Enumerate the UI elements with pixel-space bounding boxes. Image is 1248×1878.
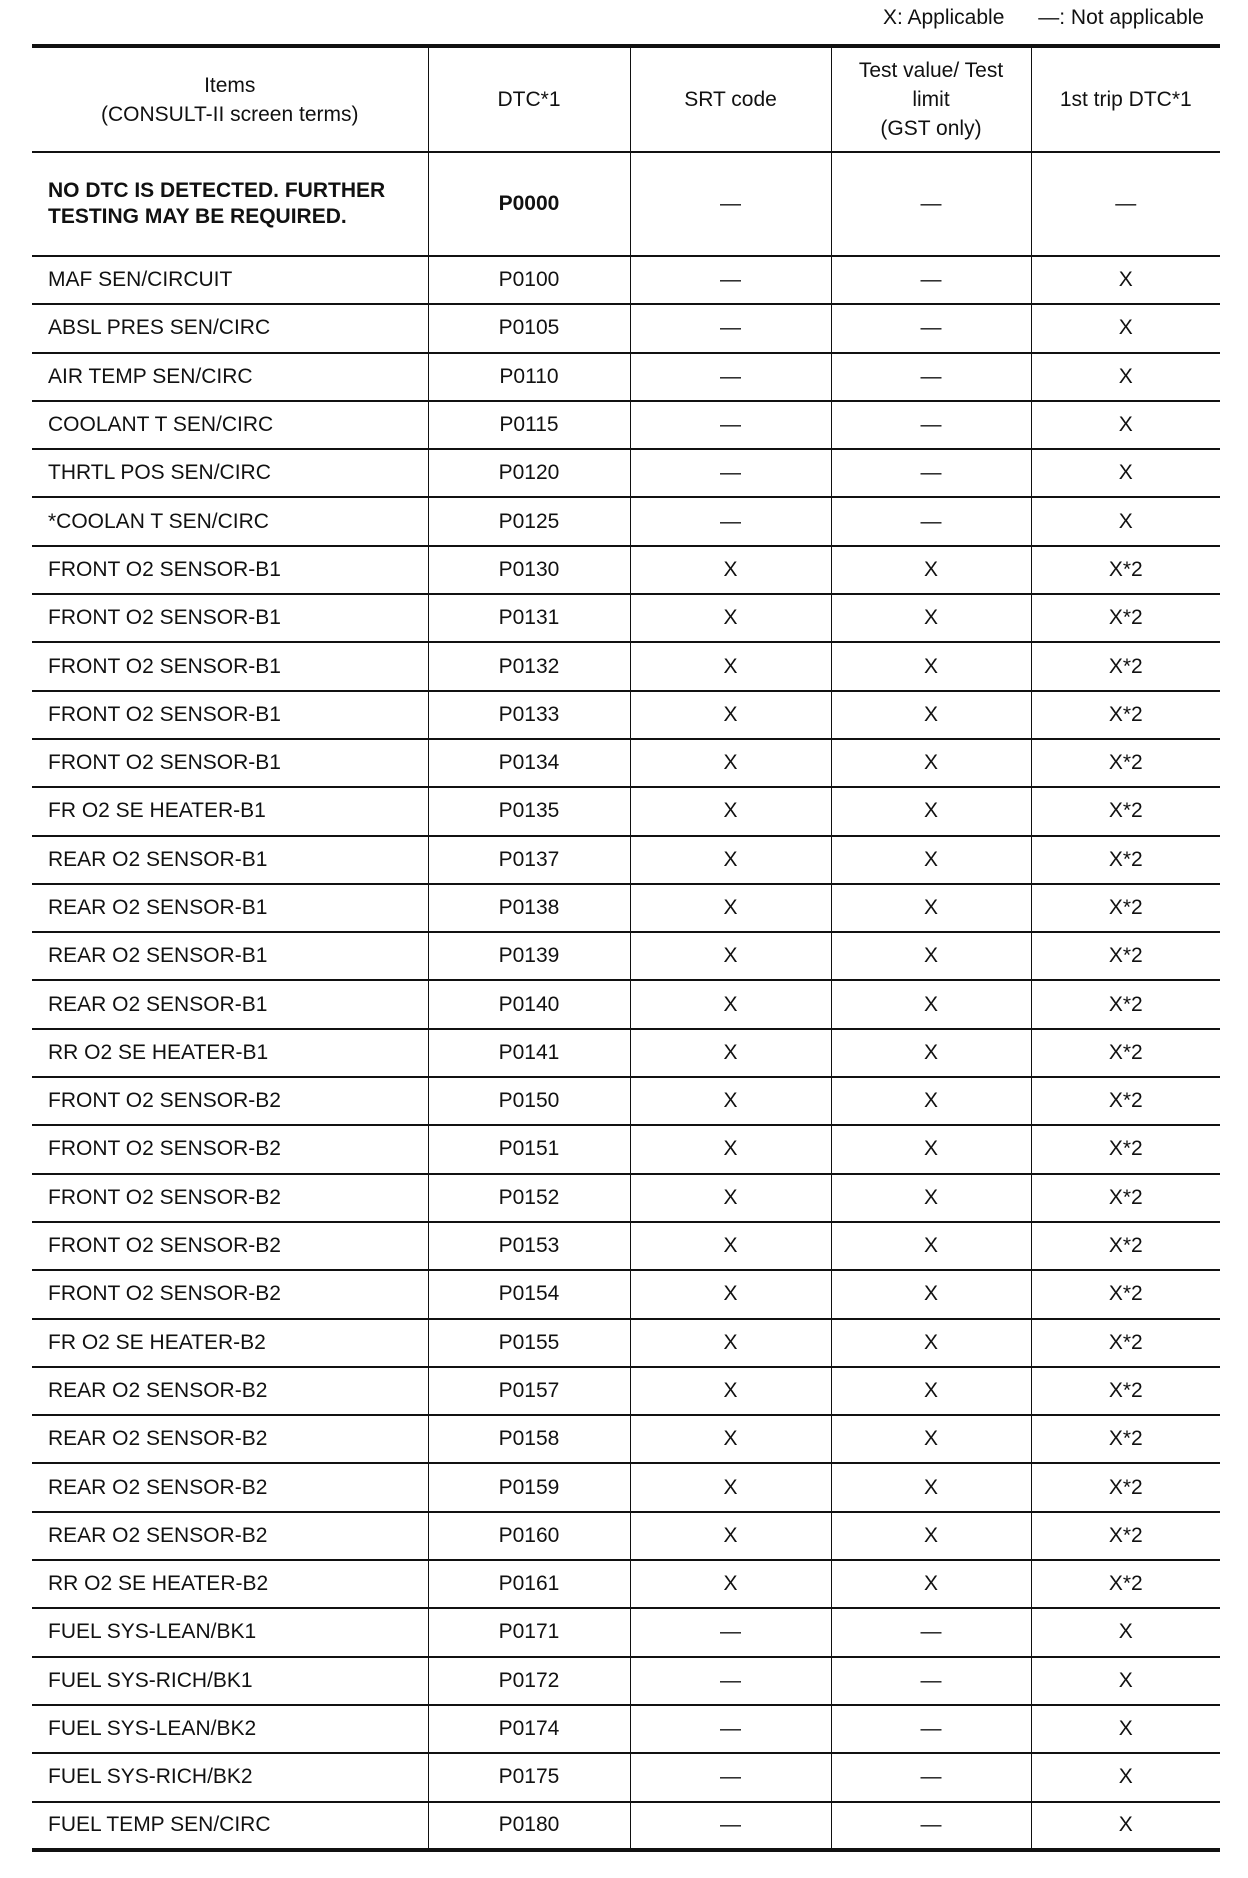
table-header-row [32, 46, 1220, 152]
item-cell: FR O2 SE HEATER-B2 [32, 1319, 428, 1367]
srt-code-cell: X [630, 739, 831, 787]
first-trip-dtc-cell: X*2 [1031, 1415, 1220, 1463]
dtc-code-cell: P0150 [428, 1077, 630, 1125]
test-value-cell: — [831, 1753, 1031, 1801]
test-value-cell: X [831, 691, 1031, 739]
test-value-cell: X [831, 1077, 1031, 1125]
first-trip-dtc-cell: X [1031, 256, 1220, 304]
dtc-code-cell: P0140 [428, 980, 630, 1028]
test-value-cell: X [831, 739, 1031, 787]
test-value-cell: — [831, 353, 1031, 401]
srt-code-cell: X [630, 1415, 831, 1463]
test-value-cell: — [831, 256, 1031, 304]
srt-code-cell: X [630, 1077, 831, 1125]
table-row [32, 594, 1220, 642]
dtc-code-cell: P0120 [428, 449, 630, 497]
item-cell: REAR O2 SENSOR-B2 [32, 1415, 428, 1463]
item-cell: ABSL PRES SEN/CIRC [32, 304, 428, 352]
item-cell: THRTL POS SEN/CIRC [32, 449, 428, 497]
table-row [32, 1174, 1220, 1222]
test-value-cell: X [831, 980, 1031, 1028]
test-value-cell: X [831, 836, 1031, 884]
item-cell: FRONT O2 SENSOR-B1 [32, 546, 428, 594]
dtc-code-cell: P0105 [428, 304, 630, 352]
table-row [32, 884, 1220, 932]
dtc-code-cell: P0131 [428, 594, 630, 642]
table-row [32, 1608, 1220, 1656]
item-cell: *COOLAN T SEN/CIRC [32, 497, 428, 545]
dtc-code-cell: P0139 [428, 932, 630, 980]
table-row [32, 1029, 1220, 1077]
table-row [32, 1512, 1220, 1560]
srt-code-cell: X [630, 836, 831, 884]
table-row [32, 691, 1220, 739]
srt-code-cell: — [630, 256, 831, 304]
item-cell: FRONT O2 SENSOR-B1 [32, 691, 428, 739]
item-cell: REAR O2 SENSOR-B2 [32, 1367, 428, 1415]
legend-applicable: X: Applicable [882, 6, 1005, 29]
dtc-code-cell: P0180 [428, 1802, 630, 1850]
srt-code-cell: — [630, 497, 831, 545]
first-trip-dtc-cell: X [1031, 1705, 1220, 1753]
first-trip-dtc-cell: X [1031, 1657, 1220, 1705]
first-trip-dtc-cell: X*2 [1031, 642, 1220, 690]
first-trip-dtc-cell: X*2 [1031, 1463, 1220, 1511]
table-row [32, 353, 1220, 401]
dtc-code-cell: P0100 [428, 256, 630, 304]
test-value-cell: X [831, 1560, 1031, 1608]
dtc-code-cell: P0158 [428, 1415, 630, 1463]
first-trip-dtc-cell: X*2 [1031, 1319, 1220, 1367]
first-trip-dtc-cell: X [1031, 353, 1220, 401]
first-trip-dtc-cell: X*2 [1031, 691, 1220, 739]
test-value-cell: — [831, 152, 1031, 256]
table-row [32, 1705, 1220, 1753]
table-row [32, 449, 1220, 497]
header-line: Items [204, 73, 256, 97]
table-row [32, 1125, 1220, 1173]
dtc-code-cell: P0135 [428, 787, 630, 835]
srt-code-cell: X [630, 787, 831, 835]
srt-code-cell: X [630, 1029, 831, 1077]
first-trip-dtc-cell: X*2 [1031, 1270, 1220, 1318]
test-value-cell: X [831, 884, 1031, 932]
header-line: (GST only) [880, 117, 982, 140]
dtc-code-cell: P0138 [428, 884, 630, 932]
table-row [32, 1560, 1220, 1608]
table-row [32, 1657, 1220, 1705]
item-cell: FUEL TEMP SEN/CIRC [32, 1802, 428, 1850]
item-cell: REAR O2 SENSOR-B1 [32, 932, 428, 980]
test-value-cell: — [831, 1608, 1031, 1656]
table-row [32, 304, 1220, 352]
dtc-code-cell: P0115 [428, 401, 630, 449]
srt-code-cell: — [630, 1705, 831, 1753]
first-trip-dtc-cell: X*2 [1031, 836, 1220, 884]
dtc-code-cell: P0155 [428, 1319, 630, 1367]
dtc-code-cell: P0000 [428, 152, 630, 256]
test-value-cell: X [831, 932, 1031, 980]
test-value-cell: X [831, 1415, 1031, 1463]
table-row [32, 1319, 1220, 1367]
table-row [32, 1270, 1220, 1318]
first-trip-dtc-cell: X*2 [1031, 1367, 1220, 1415]
item-cell: MAF SEN/CIRCUIT [32, 256, 428, 304]
srt-code-cell: X [630, 546, 831, 594]
first-trip-dtc-cell: X*2 [1031, 1174, 1220, 1222]
item-cell: FRONT O2 SENSOR-B2 [32, 1222, 428, 1270]
header-line: limit [912, 88, 950, 111]
header-test-value [831, 46, 1031, 152]
test-value-cell: X [831, 1029, 1031, 1077]
srt-code-cell: X [630, 1463, 831, 1511]
test-value-cell: — [831, 1802, 1031, 1850]
dtc-code-cell: P0152 [428, 1174, 630, 1222]
item-cell: RR O2 SE HEATER-B1 [32, 1029, 428, 1077]
first-trip-dtc-cell: X*2 [1031, 739, 1220, 787]
item-cell: NO DTC IS DETECTED. FURTHER TESTING MAY BE REQUIRED. [32, 152, 428, 256]
table-body [32, 152, 1220, 1850]
srt-code-cell: — [630, 1608, 831, 1656]
dtc-code-cell: P0161 [428, 1560, 630, 1608]
srt-code-cell: X [630, 594, 831, 642]
srt-code-cell: X [630, 1222, 831, 1270]
table-row [32, 739, 1220, 787]
header-line: SRT code [684, 88, 777, 111]
dtc-code-cell: P0172 [428, 1657, 630, 1705]
first-trip-dtc-cell: X [1031, 449, 1220, 497]
item-cell: FRONT O2 SENSOR-B1 [32, 739, 428, 787]
dtc-code-cell: P0133 [428, 691, 630, 739]
dtc-code-cell: P0159 [428, 1463, 630, 1511]
srt-code-cell: X [630, 691, 831, 739]
legend [855, 6, 1204, 30]
test-value-cell: X [831, 594, 1031, 642]
item-cell: FRONT O2 SENSOR-B2 [32, 1174, 428, 1222]
item-cell: REAR O2 SENSOR-B1 [32, 884, 428, 932]
header-items [32, 46, 428, 152]
table-row [32, 836, 1220, 884]
item-cell: FUEL SYS-RICH/BK1 [32, 1657, 428, 1705]
item-cell: FRONT O2 SENSOR-B1 [32, 594, 428, 642]
table-row [32, 256, 1220, 304]
first-trip-dtc-cell: X [1031, 497, 1220, 545]
table-row [32, 1222, 1220, 1270]
table-row [32, 980, 1220, 1028]
test-value-cell: X [831, 1125, 1031, 1173]
item-cell: FRONT O2 SENSOR-B1 [32, 642, 428, 690]
test-value-cell: X [831, 1463, 1031, 1511]
test-value-cell: — [831, 497, 1031, 545]
test-value-cell: — [831, 449, 1031, 497]
test-value-cell: X [831, 787, 1031, 835]
first-trip-dtc-cell: X*2 [1031, 546, 1220, 594]
dtc-code-cell: P0175 [428, 1753, 630, 1801]
dtc-code-cell: P0154 [428, 1270, 630, 1318]
srt-code-cell: — [630, 304, 831, 352]
srt-code-cell: — [630, 1657, 831, 1705]
test-value-cell: X [831, 546, 1031, 594]
first-trip-dtc-cell: X*2 [1031, 1512, 1220, 1560]
table-row [32, 497, 1220, 545]
item-cell: FRONT O2 SENSOR-B2 [32, 1125, 428, 1173]
dtc-code-cell: P0160 [428, 1512, 630, 1560]
test-value-cell: — [831, 304, 1031, 352]
table-row [32, 1463, 1220, 1511]
srt-code-cell: X [630, 1270, 831, 1318]
item-cell: FRONT O2 SENSOR-B2 [32, 1077, 428, 1125]
test-value-cell: X [831, 1270, 1031, 1318]
first-trip-dtc-cell: X*2 [1031, 1029, 1220, 1077]
table-row [32, 1802, 1220, 1850]
srt-code-cell: — [630, 449, 831, 497]
item-cell: AIR TEMP SEN/CIRC [32, 353, 428, 401]
item-cell: FRONT O2 SENSOR-B2 [32, 1270, 428, 1318]
item-cell: COOLANT T SEN/CIRC [32, 401, 428, 449]
srt-code-cell: — [630, 1802, 831, 1850]
srt-code-cell: X [630, 1512, 831, 1560]
dtc-table [32, 44, 1220, 1852]
table-row [32, 1077, 1220, 1125]
test-value-cell: X [831, 642, 1031, 690]
table-row [32, 152, 1220, 256]
first-trip-dtc-cell: X [1031, 1802, 1220, 1850]
item-cell: REAR O2 SENSOR-B2 [32, 1463, 428, 1511]
first-trip-dtc-cell: X*2 [1031, 1560, 1220, 1608]
first-trip-dtc-cell: X*2 [1031, 980, 1220, 1028]
item-cell: RR O2 SE HEATER-B2 [32, 1560, 428, 1608]
srt-code-cell: X [630, 642, 831, 690]
srt-code-cell: — [630, 353, 831, 401]
first-trip-dtc-cell: X*2 [1031, 1125, 1220, 1173]
dtc-code-cell: P0157 [428, 1367, 630, 1415]
first-trip-dtc-cell: — [1031, 152, 1220, 256]
first-trip-dtc-cell: X*2 [1031, 884, 1220, 932]
srt-code-cell: X [630, 980, 831, 1028]
dtc-code-cell: P0134 [428, 739, 630, 787]
first-trip-dtc-cell: X*2 [1031, 1222, 1220, 1270]
first-trip-dtc-cell: X*2 [1031, 787, 1220, 835]
srt-code-cell: X [630, 1174, 831, 1222]
srt-code-cell: X [630, 884, 831, 932]
test-value-cell: — [831, 401, 1031, 449]
table-row [32, 546, 1220, 594]
dtc-code-cell: P0153 [428, 1222, 630, 1270]
first-trip-dtc-cell: X*2 [1031, 932, 1220, 980]
dtc-code-cell: P0174 [428, 1705, 630, 1753]
header-line: (CONSULT-II screen terms) [101, 102, 359, 126]
test-value-cell: — [831, 1657, 1031, 1705]
item-cell: REAR O2 SENSOR-B2 [32, 1512, 428, 1560]
first-trip-dtc-cell: X [1031, 1608, 1220, 1656]
item-cell: REAR O2 SENSOR-B1 [32, 836, 428, 884]
test-value-cell: X [831, 1174, 1031, 1222]
srt-code-cell: X [630, 1367, 831, 1415]
first-trip-dtc-cell: X [1031, 1753, 1220, 1801]
test-value-cell: X [831, 1367, 1031, 1415]
dtc-code-cell: P0151 [428, 1125, 630, 1173]
dtc-code-cell: P0171 [428, 1608, 630, 1656]
srt-code-cell: X [630, 1319, 831, 1367]
test-value-cell: X [831, 1512, 1031, 1560]
srt-code-cell: — [630, 152, 831, 256]
table-row [32, 1753, 1220, 1801]
header-srt-code [630, 46, 831, 152]
dtc-code-cell: P0110 [428, 353, 630, 401]
table-row [32, 401, 1220, 449]
item-cell: FUEL SYS-RICH/BK2 [32, 1753, 428, 1801]
first-trip-dtc-cell: X [1031, 304, 1220, 352]
first-trip-dtc-cell: X [1031, 401, 1220, 449]
srt-code-cell: — [630, 1753, 831, 1801]
srt-code-cell: X [630, 932, 831, 980]
test-value-cell: — [831, 1705, 1031, 1753]
test-value-cell: X [831, 1319, 1031, 1367]
first-trip-dtc-cell: X*2 [1031, 594, 1220, 642]
dtc-code-cell: P0130 [428, 546, 630, 594]
header-line: DTC*1 [497, 88, 561, 111]
srt-code-cell: X [630, 1560, 831, 1608]
dtc-code-cell: P0125 [428, 497, 630, 545]
table-row [32, 1367, 1220, 1415]
table-row [32, 642, 1220, 690]
header-dtc [428, 46, 630, 152]
table-row [32, 1415, 1220, 1463]
table-row [32, 932, 1220, 980]
table-row [32, 787, 1220, 835]
header-line: Test value/ Test [858, 59, 1004, 82]
legend-not-applicable: —: Not applicable [1038, 6, 1204, 29]
item-cell: FUEL SYS-LEAN/BK1 [32, 1608, 428, 1656]
first-trip-dtc-cell: X*2 [1031, 1077, 1220, 1125]
dtc-code-cell: P0141 [428, 1029, 630, 1077]
item-cell: FUEL SYS-LEAN/BK2 [32, 1705, 428, 1753]
header-line: 1st trip DTC*1 [1059, 88, 1192, 111]
header-first-trip-dtc [1031, 46, 1220, 152]
dtc-code-cell: P0137 [428, 836, 630, 884]
srt-code-cell: X [630, 1125, 831, 1173]
test-value-cell: X [831, 1222, 1031, 1270]
item-cell: REAR O2 SENSOR-B1 [32, 980, 428, 1028]
item-cell: FR O2 SE HEATER-B1 [32, 787, 428, 835]
dtc-code-cell: P0132 [428, 642, 630, 690]
srt-code-cell: — [630, 401, 831, 449]
